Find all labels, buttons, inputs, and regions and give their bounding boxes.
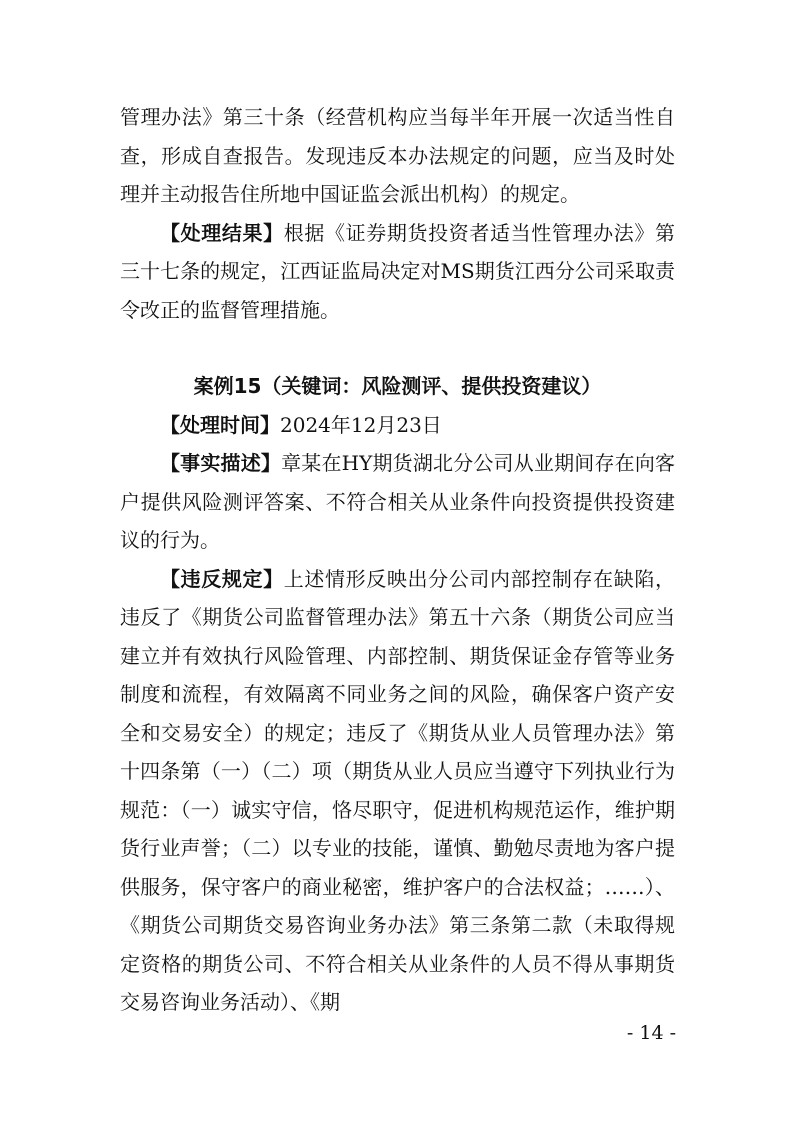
facts-label: 【事实描述】	[160, 451, 282, 475]
paragraph-result	[120, 214, 675, 330]
paragraph-facts	[120, 444, 675, 560]
facts-text: 章某在HY期货湖北分公司从业期间存在向客户提供风险测评答案、不符合相关从业条件向投资提供投资建议的行为。	[120, 451, 675, 552]
page-number: - 14 -	[626, 1022, 676, 1044]
result-label: 【处理结果】	[160, 220, 284, 245]
time-label: 【处理时间】	[160, 412, 280, 437]
violation-text: 上述情形反映出分公司内部控制存在缺陷，违反了《期货公司监督管理办法》第五十六条（期货公司应当建立并有效执行风险管理、内部控制、期货保证金存管等业务制度和流程，有效隔离不同业务之间的风险，确保客户资产安全和交易安全）的规定；违反了《期货从业人员管理办法》第十四条第（一）（二）项（期货从业人员应当遵守下列执业行为规范：（一）诚实守信，恪尽职守，促进机构规范运作，维护期货行业声誉；（二）以专业的技能，谨慎、勤勉尽责地为客户提供服务，保守客户的商业秘密，维护客户的合法权益；……）、《期货公司期货交易咨询业务办法》第三条第二款（未取得规定资格的期货公司、不符合相关从业条件的人员不得从事期货交易咨询业务活动）、《期	[120, 566, 675, 1014]
violation-label: 【违反规定】	[160, 566, 284, 591]
time-value: 2024年12月23日	[280, 412, 442, 437]
document-body	[120, 98, 675, 1022]
paragraph-text: 管理办法》第三十条（经营机构应当每半年开展一次适当性自查，形成自查报告。发现违反本办法规定的问题，应当及时处理并主动报告住所地中国证监会派出机构）的规定。	[120, 105, 675, 206]
case-heading: 案例15（关键词：风险测评、提供投资建议）	[193, 374, 602, 398]
paragraph-time	[120, 406, 675, 445]
paragraph-continuation	[120, 98, 675, 214]
result-text: 根据《证券期货投资者适当性管理办法》第三十七条的规定，江西证监局决定对MS期货江西分公司采取责令改正的监督管理措施。	[120, 220, 675, 322]
paragraph-violation	[120, 560, 675, 1022]
